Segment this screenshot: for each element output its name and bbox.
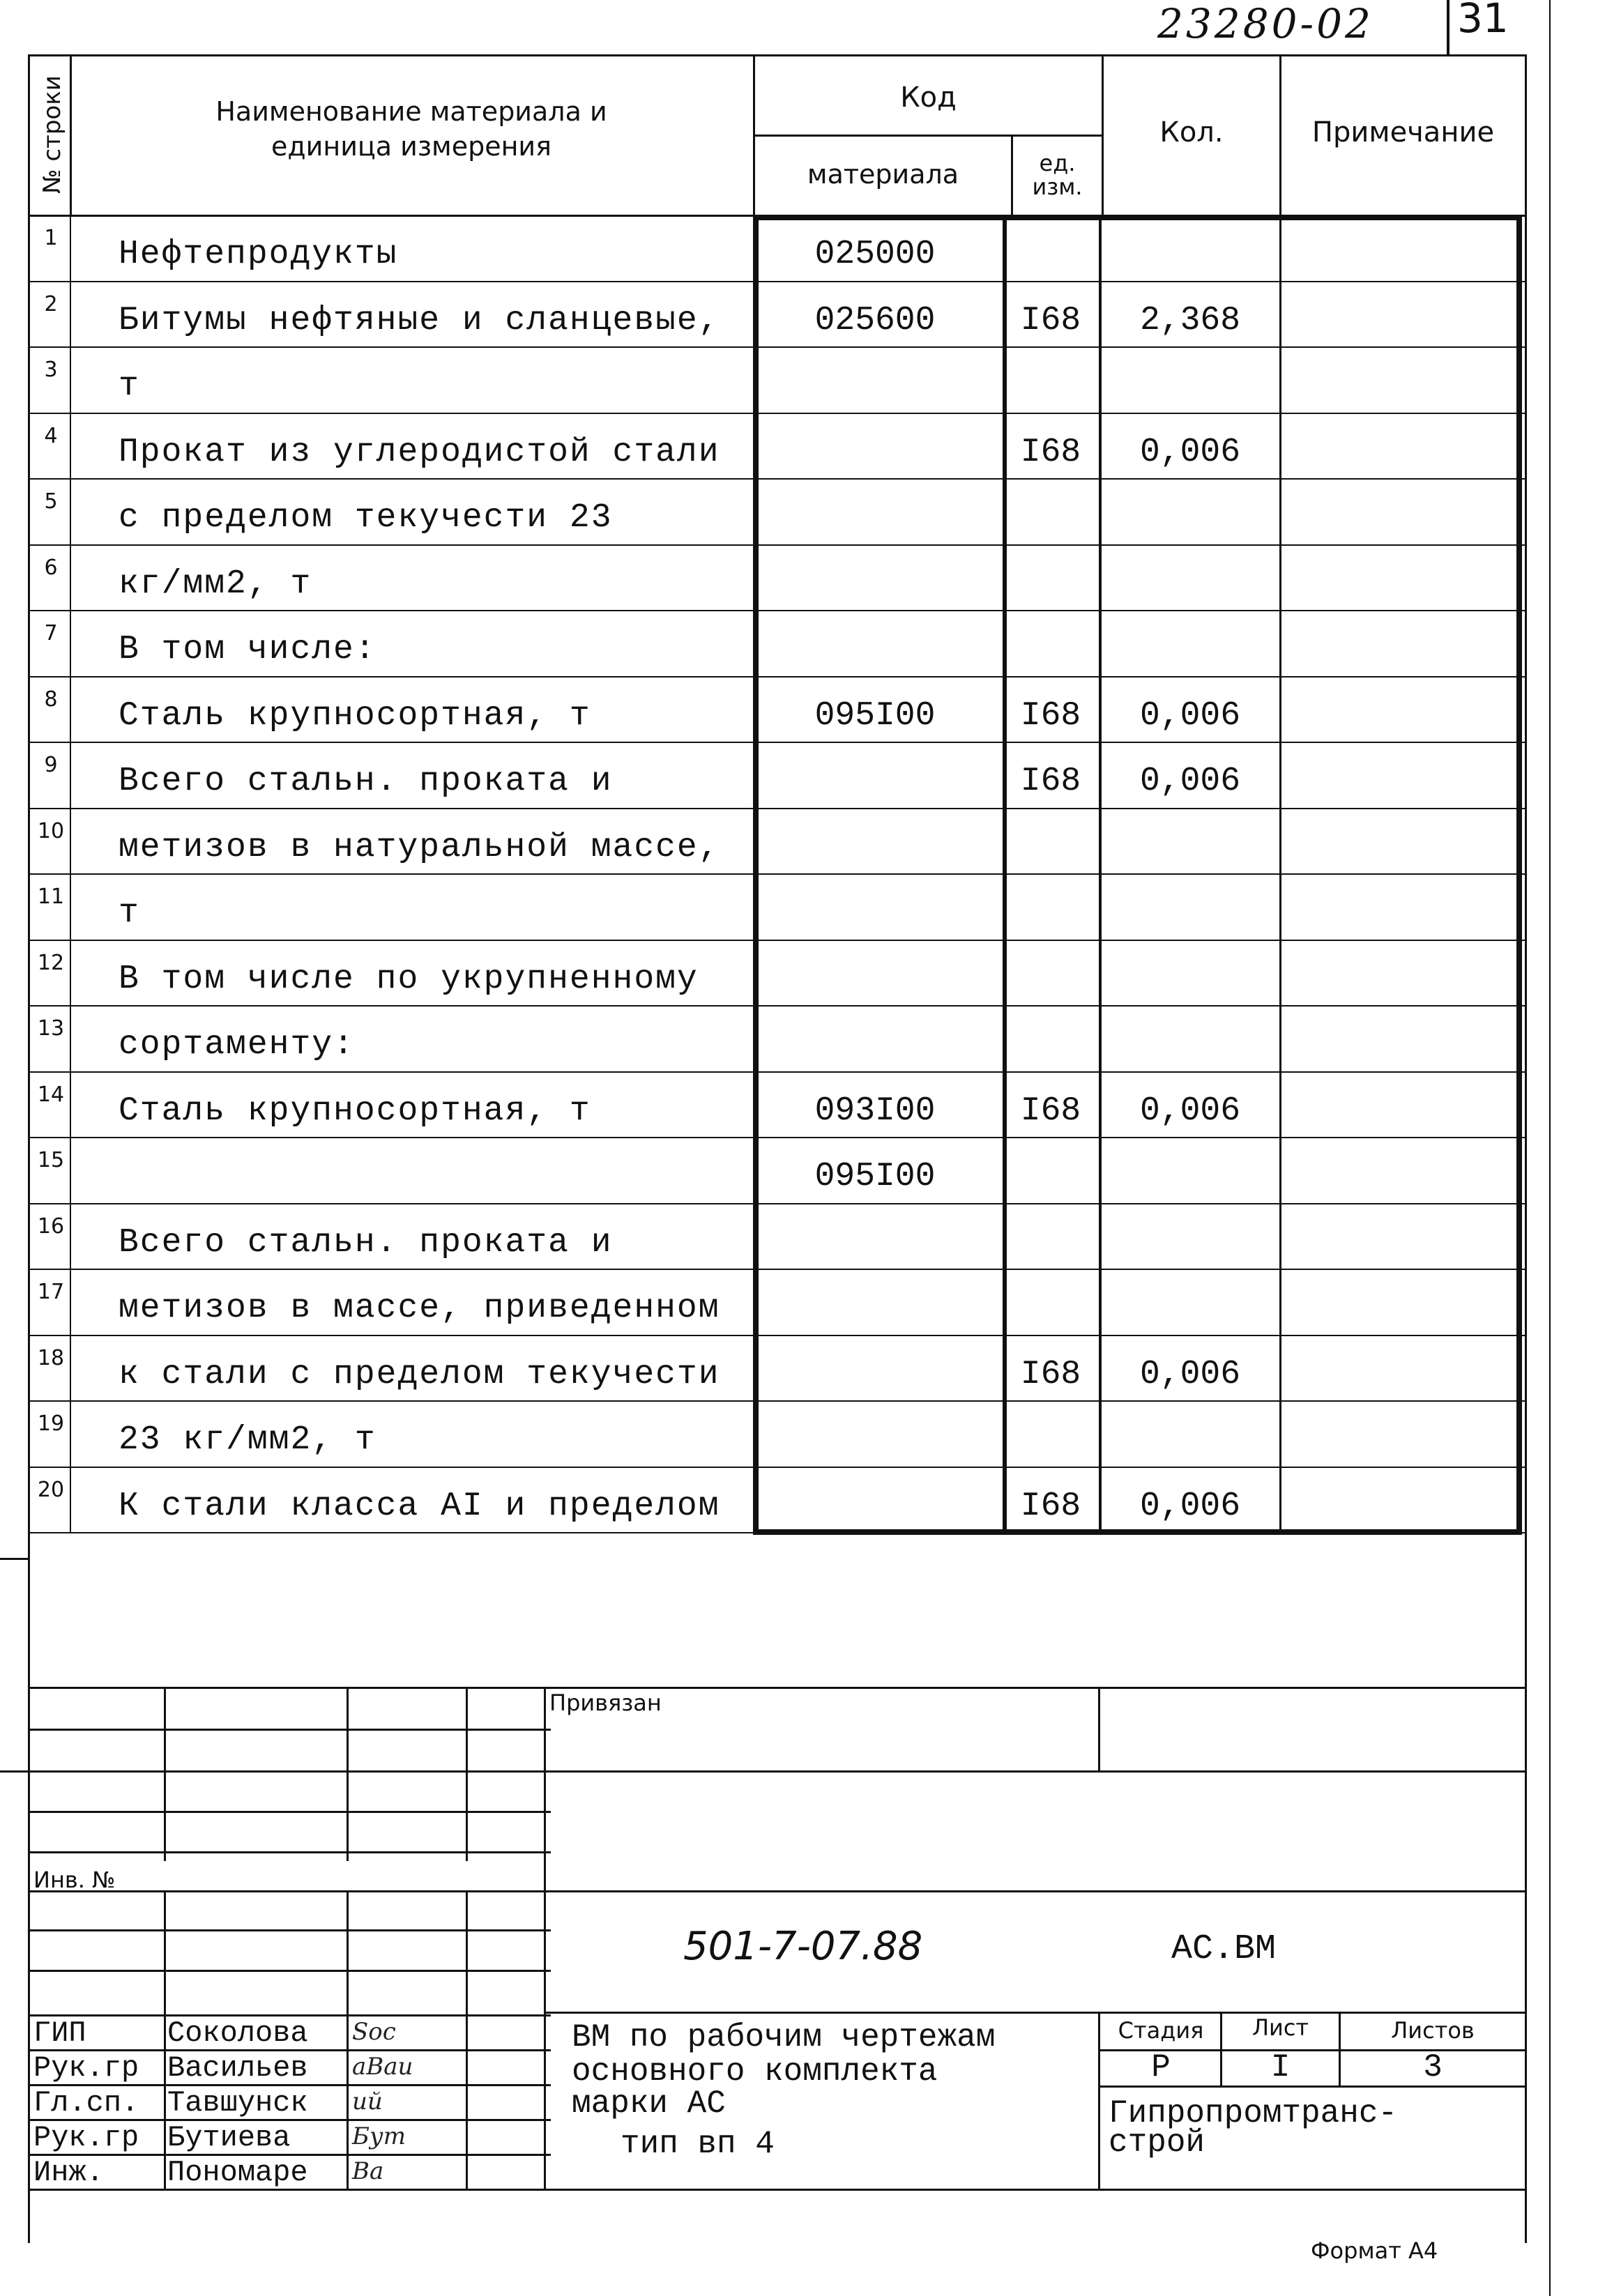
- row-number: 11: [37, 885, 65, 909]
- row-number: 12: [37, 950, 65, 975]
- signatory-role: Рук.гр: [33, 2051, 139, 2085]
- binding-mark-1: [0, 1558, 28, 1560]
- quantity: 0,006: [1139, 696, 1241, 735]
- signature: aBau: [352, 2053, 413, 2081]
- sheet-title-line-1: ВМ по рабочим чертежам: [572, 2019, 996, 2056]
- row-number: 13: [37, 1016, 65, 1041]
- row-number: 2: [44, 291, 58, 316]
- unit-code: I68: [1020, 433, 1081, 471]
- row-number: 18: [37, 1345, 65, 1370]
- header-qty: Кол.: [1159, 116, 1224, 148]
- material-name: Всего стальн. проката и: [119, 1223, 613, 1262]
- quantity: 2,368: [1139, 301, 1241, 339]
- unit-code: I68: [1020, 1355, 1081, 1393]
- material-name: т: [119, 894, 140, 932]
- row-number: 14: [37, 1082, 65, 1107]
- material-code: 095I00: [814, 696, 936, 735]
- stage-label: Стадия: [1118, 2017, 1204, 2044]
- material-name: К стали класса AI и пределом: [119, 1487, 720, 1525]
- unit-code: I68: [1020, 1092, 1081, 1130]
- signatory-name: Бутиева: [167, 2121, 291, 2155]
- row-number: 20: [37, 1477, 65, 1502]
- row-number: 15: [37, 1148, 65, 1172]
- inv-number-label: Инв. №: [33, 1867, 116, 1893]
- material-name: сортаменту:: [119, 1026, 355, 1064]
- row-number: 6: [44, 555, 58, 580]
- material-name: Всего стальн. проката и: [119, 763, 613, 800]
- header-row-number: № строки: [38, 75, 66, 194]
- material-name: Сталь крупносортная, т: [119, 696, 591, 735]
- material-code: 025600: [814, 301, 936, 339]
- signature: ий: [352, 2088, 383, 2115]
- binding-mark-2: [0, 1770, 28, 1773]
- header-code-unit: ед. изм.: [1032, 150, 1083, 200]
- organization-line-2: строй: [1109, 2125, 1205, 2161]
- signatory-role: Рук.гр: [33, 2121, 139, 2155]
- sheet-number: 31: [1457, 0, 1509, 42]
- organization-line-1: Гипропромтранс-: [1109, 2095, 1398, 2132]
- sheets-label: Листов: [1391, 2017, 1475, 2044]
- row-number: 16: [37, 1214, 65, 1239]
- signature: Soc: [352, 2018, 396, 2046]
- sheet-label: Лист: [1251, 2014, 1309, 2041]
- document-code: 501-7-07.88: [683, 1924, 923, 1969]
- signatory-role: ГИП: [33, 2016, 86, 2050]
- sheet-title-line-3: марки АС: [572, 2085, 726, 2122]
- material-name: Нефтепродукты: [119, 236, 398, 273]
- row-number: 5: [44, 489, 58, 514]
- row-number: 7: [44, 621, 58, 645]
- material-code: 095I00: [814, 1158, 936, 1195]
- stage-value: Р: [1151, 2049, 1171, 2085]
- signatory-name: Соколова: [167, 2016, 308, 2050]
- material-name: В том числе:: [119, 631, 376, 668]
- material-name: с пределом текучести 23: [119, 499, 613, 537]
- row-number: 4: [44, 423, 58, 448]
- frame-left: [28, 54, 30, 2243]
- material-name: Битумы нефтяные и сланцевые,: [119, 301, 720, 339]
- material-name: В том числе по укрупненному: [119, 960, 699, 998]
- signatory-name: Пономаре: [167, 2156, 308, 2189]
- signature: Ва: [352, 2157, 384, 2185]
- quantity: 0,006: [1139, 1355, 1241, 1393]
- sheet-title-line-4: тип вп 4: [621, 2126, 775, 2162]
- document-mark: АС.ВМ: [1171, 1929, 1277, 1969]
- signatory-name: Васильев: [167, 2051, 308, 2085]
- material-name: Прокат из углеродистой стали: [119, 433, 720, 471]
- row-number: 3: [44, 358, 58, 382]
- signatory-role: Инж.: [33, 2156, 104, 2189]
- row-number: 10: [37, 818, 65, 843]
- unit-code: I68: [1020, 763, 1081, 800]
- quantity: 0,006: [1139, 763, 1241, 800]
- material-name: метизов в массе, приведенном: [119, 1289, 720, 1327]
- header-name: Наименование материала и единица измерения: [215, 96, 607, 162]
- signature: Бут: [352, 2122, 406, 2150]
- unit-code: I68: [1020, 1487, 1081, 1525]
- header-divider: [1447, 0, 1449, 56]
- signatory-name: Тавшунск: [167, 2086, 308, 2120]
- material-code: 025000: [814, 236, 936, 273]
- header-code: Код: [900, 82, 957, 114]
- row-number: 9: [44, 753, 58, 777]
- frame-right: [1525, 54, 1527, 2243]
- format-label: Формат А4: [1311, 2237, 1438, 2264]
- material-name: т: [119, 367, 140, 405]
- quantity: 0,006: [1139, 1487, 1241, 1525]
- material-name: к стали с пределом текучести: [119, 1355, 720, 1393]
- material-name: Сталь крупносортная, т: [119, 1092, 591, 1130]
- header-note: Примечание: [1311, 116, 1495, 148]
- material-code: 093I00: [814, 1092, 936, 1130]
- sheet-value: I: [1270, 2049, 1291, 2085]
- material-name: 23 кг/мм2, т: [119, 1421, 376, 1459]
- unit-code: I68: [1020, 696, 1081, 735]
- document-reference: 23280-02: [1157, 0, 1373, 47]
- row-number: 19: [37, 1411, 65, 1436]
- quantity: 0,006: [1139, 433, 1241, 471]
- frame-top: [28, 54, 1527, 56]
- signatory-role: Гл.сп.: [33, 2086, 139, 2120]
- row-number: 8: [44, 687, 58, 712]
- sheet-title-line-2: основного комплекта: [572, 2053, 938, 2090]
- header-code-material: материала: [807, 159, 959, 190]
- row-number: 1: [44, 226, 58, 250]
- row-number: 17: [37, 1280, 65, 1304]
- page-edge: [1549, 0, 1551, 2296]
- unit-code: I68: [1020, 301, 1081, 339]
- bound-label: Привязан: [549, 1690, 662, 1716]
- sheets-value: 3: [1423, 2049, 1443, 2085]
- material-name: метизов в натуральной массе,: [119, 828, 720, 866]
- material-name: кг/мм2, т: [119, 565, 312, 603]
- quantity: 0,006: [1139, 1092, 1241, 1130]
